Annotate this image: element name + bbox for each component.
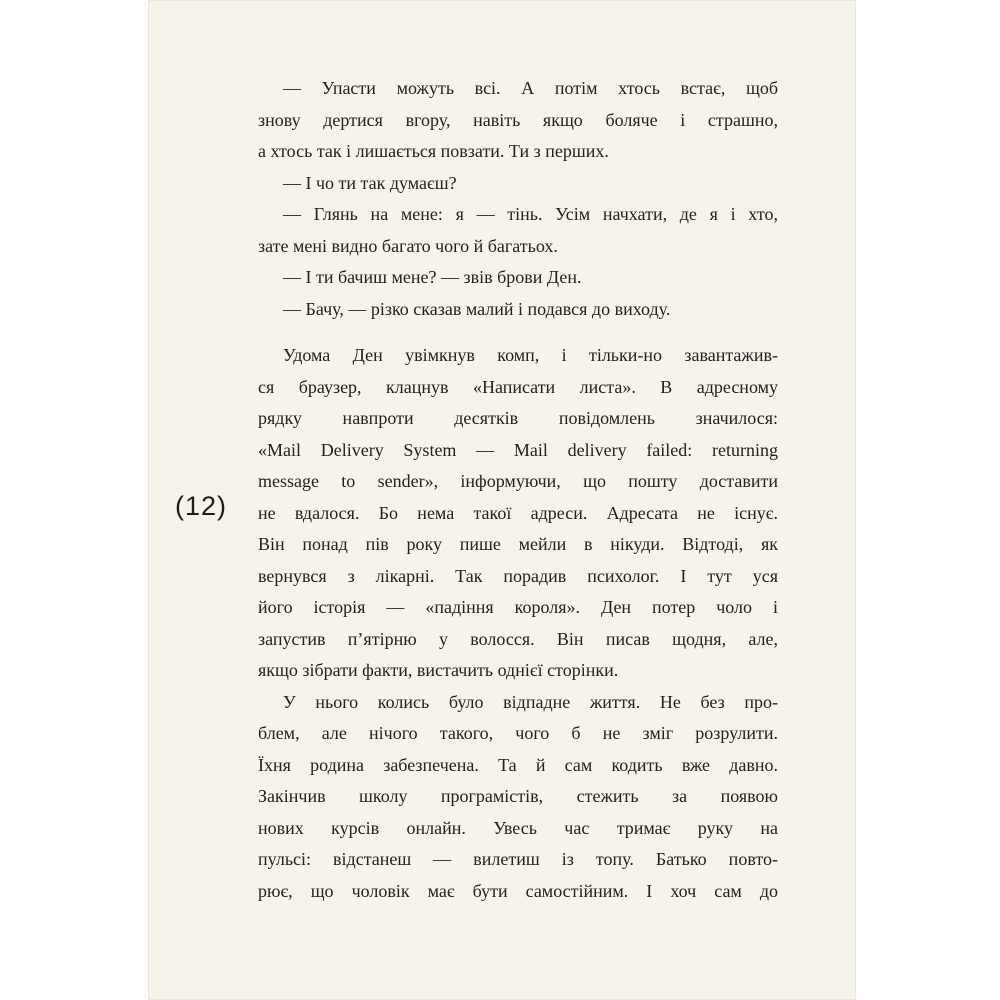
dialogue-line-2 (258, 168, 778, 200)
text-line: — Бачу, — різко сказав малий і подався до виходу. (283, 298, 671, 319)
text-line: — І ти бачиш мене? — звів брови Ден. (283, 267, 582, 287)
text-line: вернувся з лікарні. Так порадив психолог. І тут уся (258, 565, 778, 586)
text-line: Удома Ден увімкнув комп, і тільки-но завантажив- (283, 345, 778, 365)
text-line: а хтось так і лишається повзати. Ти з перших. (258, 141, 609, 161)
text-line: message to sender», інформуючи, що пошту доставити (258, 471, 778, 491)
dialogue-line-3 (258, 199, 778, 262)
text-line: якщо зібрати факти, вистачить однієї сторінки. (258, 660, 619, 680)
text-line: Він понад пів року пише мейли в нікуди. Відтоді, як (258, 534, 778, 554)
text-line: Їхня родина забезпечена. Та й сам кодить вже давно. (258, 754, 778, 775)
dialogue-line-5 (258, 294, 778, 326)
paragraph-email (258, 340, 778, 687)
text-line: не вдалося. Бо нема такої адреси. Адресата не існує. (258, 502, 778, 523)
text-line: рядку навпроти десятків повідомлень значилося: (258, 408, 778, 428)
text-line: — І чо ти так думаєш? (283, 172, 457, 193)
text-line: зате мені видно багато чого й багатьох. (258, 235, 558, 256)
text-line: нових курсів онлайн. Увесь час тримає руку на (258, 817, 778, 838)
text-line: його історія — «падіння короля». Ден потер чоло і (258, 597, 778, 617)
text-line: блем, але нічого такого, чого б не зміг розрулити. (258, 723, 778, 743)
text-line: Закінчив школу програмістів, стежить за появою (258, 786, 778, 806)
text-line: «Mail Delivery System — Mail delivery failed: returning (258, 439, 778, 460)
text-line: ся браузер, клацнув «Написати листа». В адресному (258, 376, 778, 397)
text-line: знову дертися вгору, навіть якщо боляче і страшно, (258, 109, 778, 130)
text-line: запустив п’ятірню у волосся. Він писав щодня, але, (258, 628, 778, 649)
paragraph-gap (258, 325, 778, 340)
text-line: пульсі: відстанеш — вилетиш із топу. Батько повто- (258, 849, 778, 869)
paragraph-life (258, 687, 778, 908)
dialogue-line-4 (258, 262, 778, 294)
text-line: рює, що чоловік має бути самостійним. І хоч сам до (258, 880, 778, 901)
text-line: У нього колись було відпадне життя. Не без про- (283, 691, 778, 712)
page-number: (12) (175, 491, 228, 521)
text-line: — Глянь на мене: я — тінь. Усім начхати, де я і хто, (283, 204, 778, 224)
page-text (258, 73, 778, 907)
dialogue-line-1 (258, 73, 778, 168)
text-line: — Упасти можуть всі. А потім хтось встає, щоб (283, 78, 778, 98)
